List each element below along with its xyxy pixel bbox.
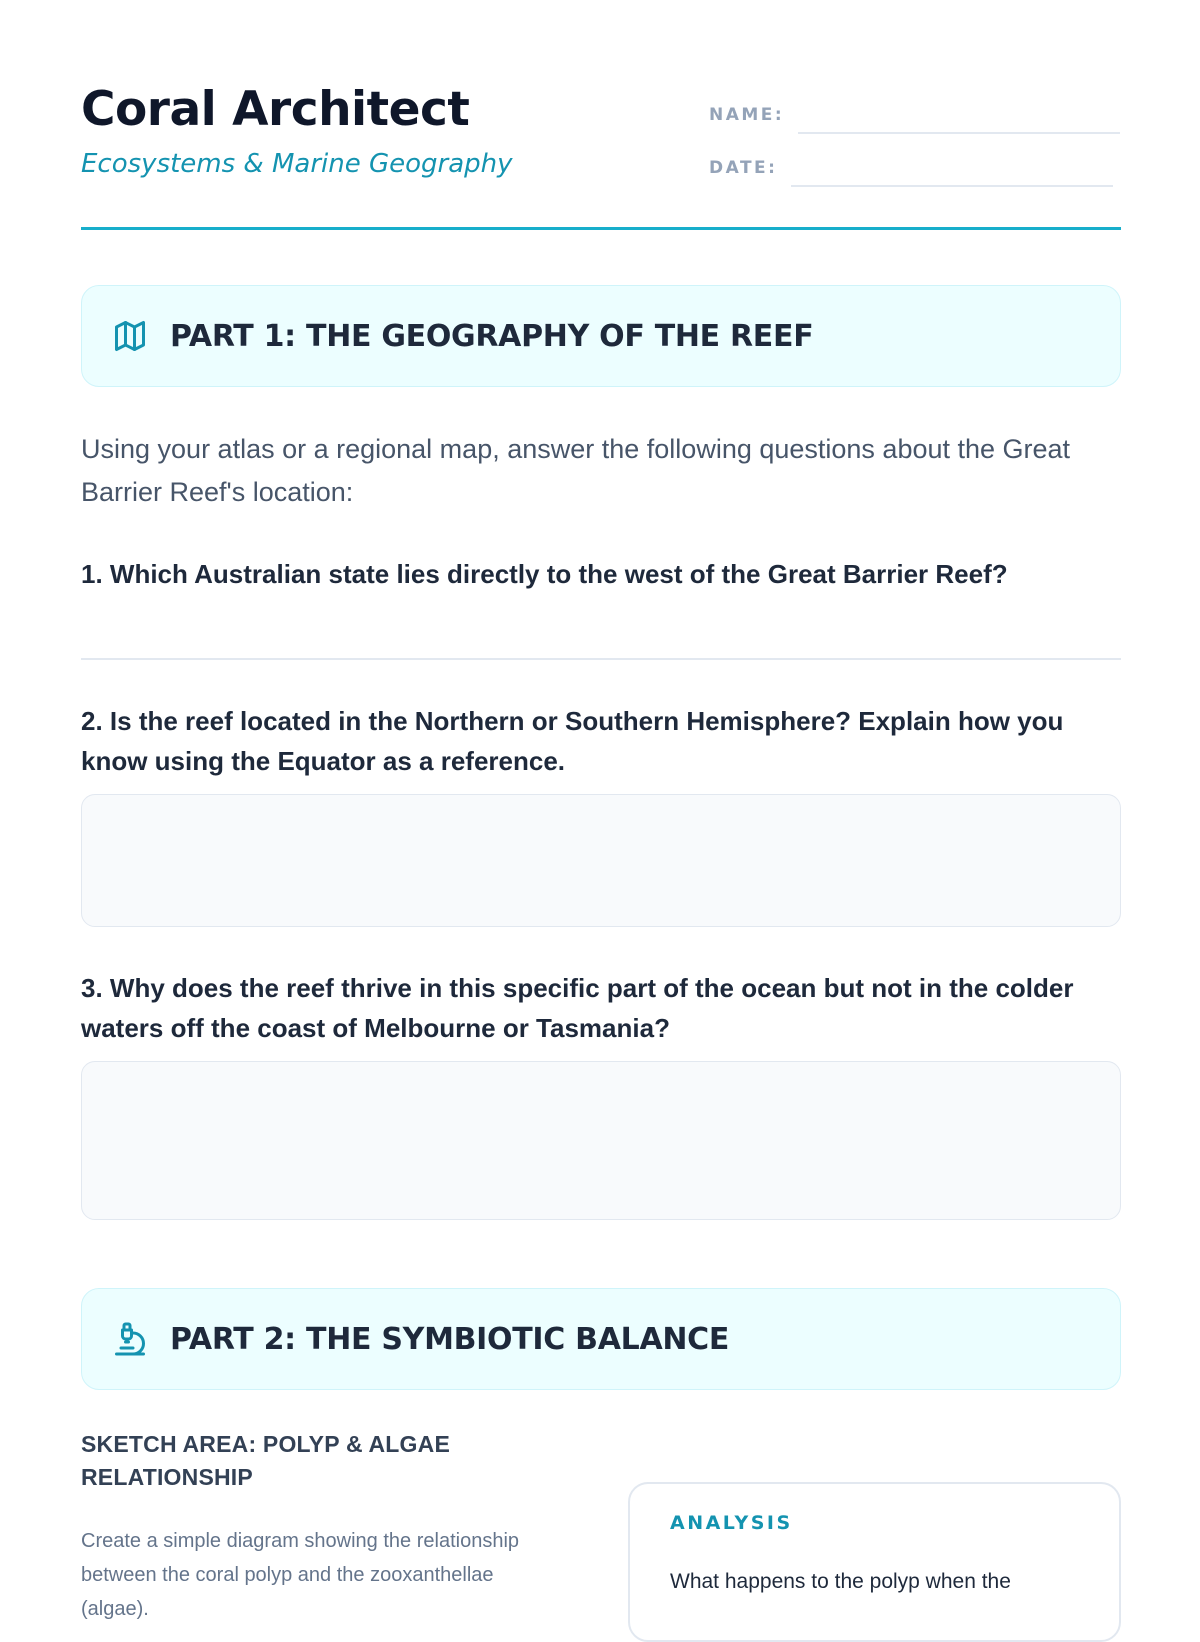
question-2: 2. Is the reef located in the Northern or Southern Hemisphere? Explain how you know using the Equator as a reference. — [81, 706, 1064, 776]
analysis-card — [628, 1482, 1121, 1642]
question-3: 3. Why does the reef thrive in this specific part of the ocean but not in the colder waters off the coast of Melbourne or Tasmania? — [81, 973, 1074, 1043]
part2-title: PART 2: THE SYMBIOTIC BALANCE — [170, 1321, 730, 1357]
worksheet-subtitle: Ecosystems & Marine Geography — [81, 149, 513, 179]
map-icon — [112, 318, 148, 354]
name-field[interactable] — [798, 132, 1120, 134]
microscope-icon — [112, 1321, 148, 1357]
name-label: NAME: — [709, 105, 785, 125]
analysis-label: ANALYSIS — [670, 1512, 793, 1534]
part2-header — [81, 1288, 1121, 1390]
analysis-question: What happens to the polyp when the — [670, 1570, 1011, 1593]
sketch-area-title: SKETCH AREA: POLYP & ALGAE RELATIONSHIP — [81, 1431, 450, 1490]
part1-title: PART 1: THE GEOGRAPHY OF THE REEF — [170, 318, 814, 354]
name-row — [709, 94, 1120, 134]
answer-box-3[interactable] — [81, 1061, 1121, 1220]
part1-header — [81, 285, 1121, 387]
date-row — [709, 147, 1113, 187]
question-1: 1. Which Australian state lies directly to the west of the Great Barrier Reef? — [81, 559, 1008, 589]
worksheet-title: Coral Architect — [81, 82, 470, 137]
sketch-area-description: Create a simple diagram showing the relationship between the coral polyp and the zooxanthellae (algae). — [81, 1530, 520, 1620]
date-field[interactable] — [791, 185, 1113, 187]
answer-box-2[interactable] — [81, 794, 1121, 927]
worksheet-header — [81, 78, 1121, 230]
answer-line-1[interactable] — [81, 658, 1121, 660]
part1-intro: Using your atlas or a regional map, answer the following questions about the Great Barrier Reef's location: — [81, 434, 1071, 507]
date-label: DATE: — [709, 158, 778, 178]
